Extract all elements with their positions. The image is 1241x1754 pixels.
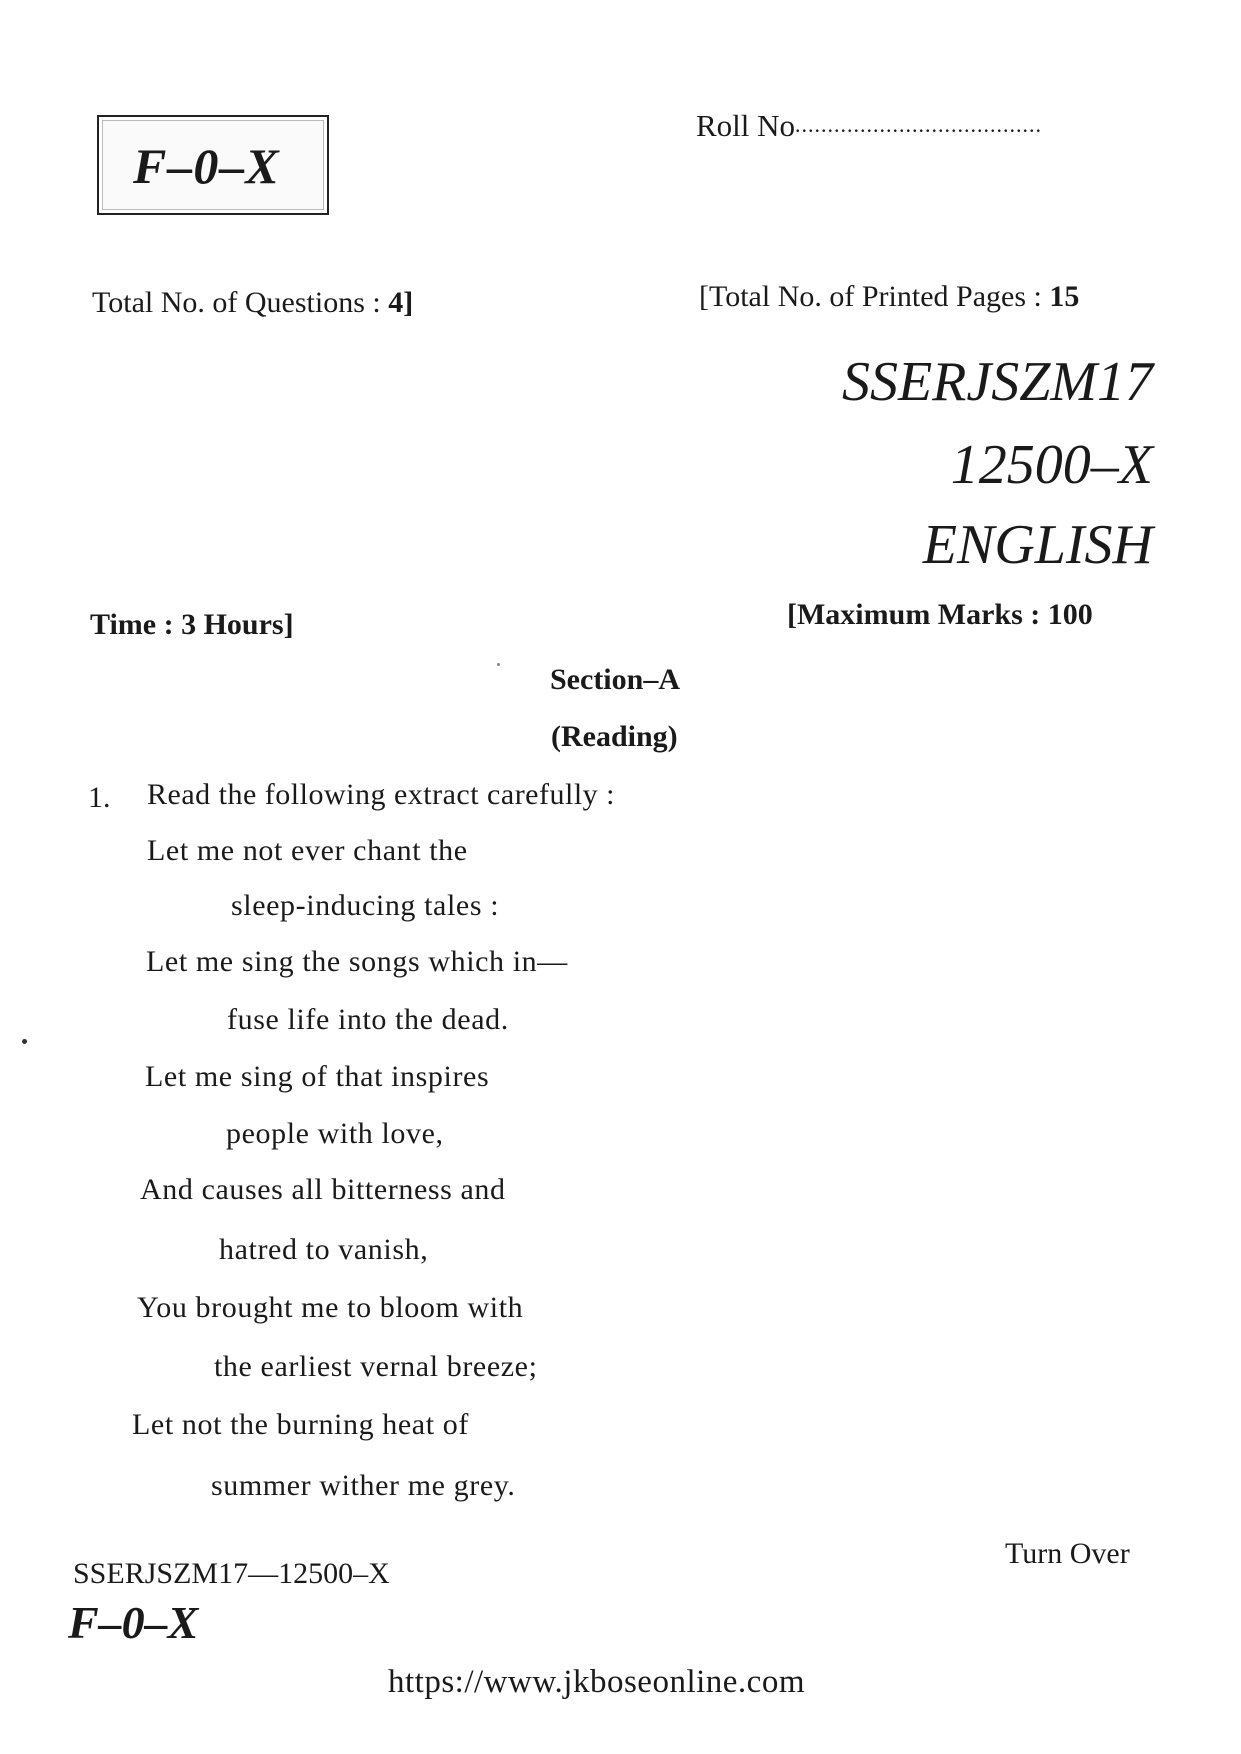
poem-line: fuse life into the dead. — [227, 1003, 509, 1036]
subject-title: ENGLISH — [922, 514, 1153, 576]
poem-line: Let me sing of that inspires — [145, 1060, 490, 1093]
total-questions — [92, 286, 413, 320]
total-pages — [699, 280, 1079, 314]
paper-set-code-box — [97, 115, 329, 215]
poem-line: And causes all bitterness and — [140, 1173, 506, 1206]
poem-line: the earliest vernal breeze; — [214, 1350, 538, 1383]
question-number: 1. — [88, 781, 111, 814]
roll-number-dots: ...................................... — [795, 112, 1043, 137]
scan-speck — [22, 1039, 27, 1044]
total-questions-label: Total No. of Questions : — [92, 286, 389, 319]
poem-line: Let me sing the songs which in— — [146, 945, 568, 978]
paper-code: 12500–X — [950, 434, 1153, 496]
poem-line: You brought me to bloom with — [137, 1291, 524, 1324]
total-pages-label: [Total No. of Printed Pages : — [699, 280, 1050, 313]
series-code: SSERJSZM17 — [841, 351, 1153, 413]
total-questions-value: 4] — [388, 286, 414, 319]
question-instruction: Read the following extract carefully : — [147, 778, 615, 811]
section-title: Section–A — [550, 663, 680, 696]
poem-line: Let not the burning heat of — [132, 1408, 469, 1441]
turn-over-note: Turn Over — [1005, 1537, 1130, 1570]
footer-set-code: F–0–X — [68, 1597, 199, 1648]
total-pages-value: 15 — [1049, 280, 1080, 313]
poem-line: summer wither me grey. — [211, 1469, 516, 1502]
source-url: https://www.jkboseonline.com — [388, 1664, 805, 1700]
poem-line: Let me not ever chant the — [147, 834, 468, 867]
poem-line: sleep-inducing tales : — [231, 889, 500, 922]
time-allowed: Time : 3 Hours] — [90, 608, 294, 641]
poem-line: people with love, — [226, 1117, 444, 1150]
roll-number-label: Roll No — [696, 108, 796, 143]
paper-set-code: F–0–X — [133, 138, 280, 194]
maximum-marks: [Maximum Marks : 100 — [787, 598, 1093, 631]
footer-paper-code: SSERJSZM17—12500–X — [73, 1557, 390, 1590]
poem-line: hatred to vanish, — [219, 1233, 429, 1266]
scan-speck — [497, 663, 500, 666]
section-subtitle: (Reading) — [551, 720, 678, 753]
roll-number-field — [696, 108, 1042, 144]
